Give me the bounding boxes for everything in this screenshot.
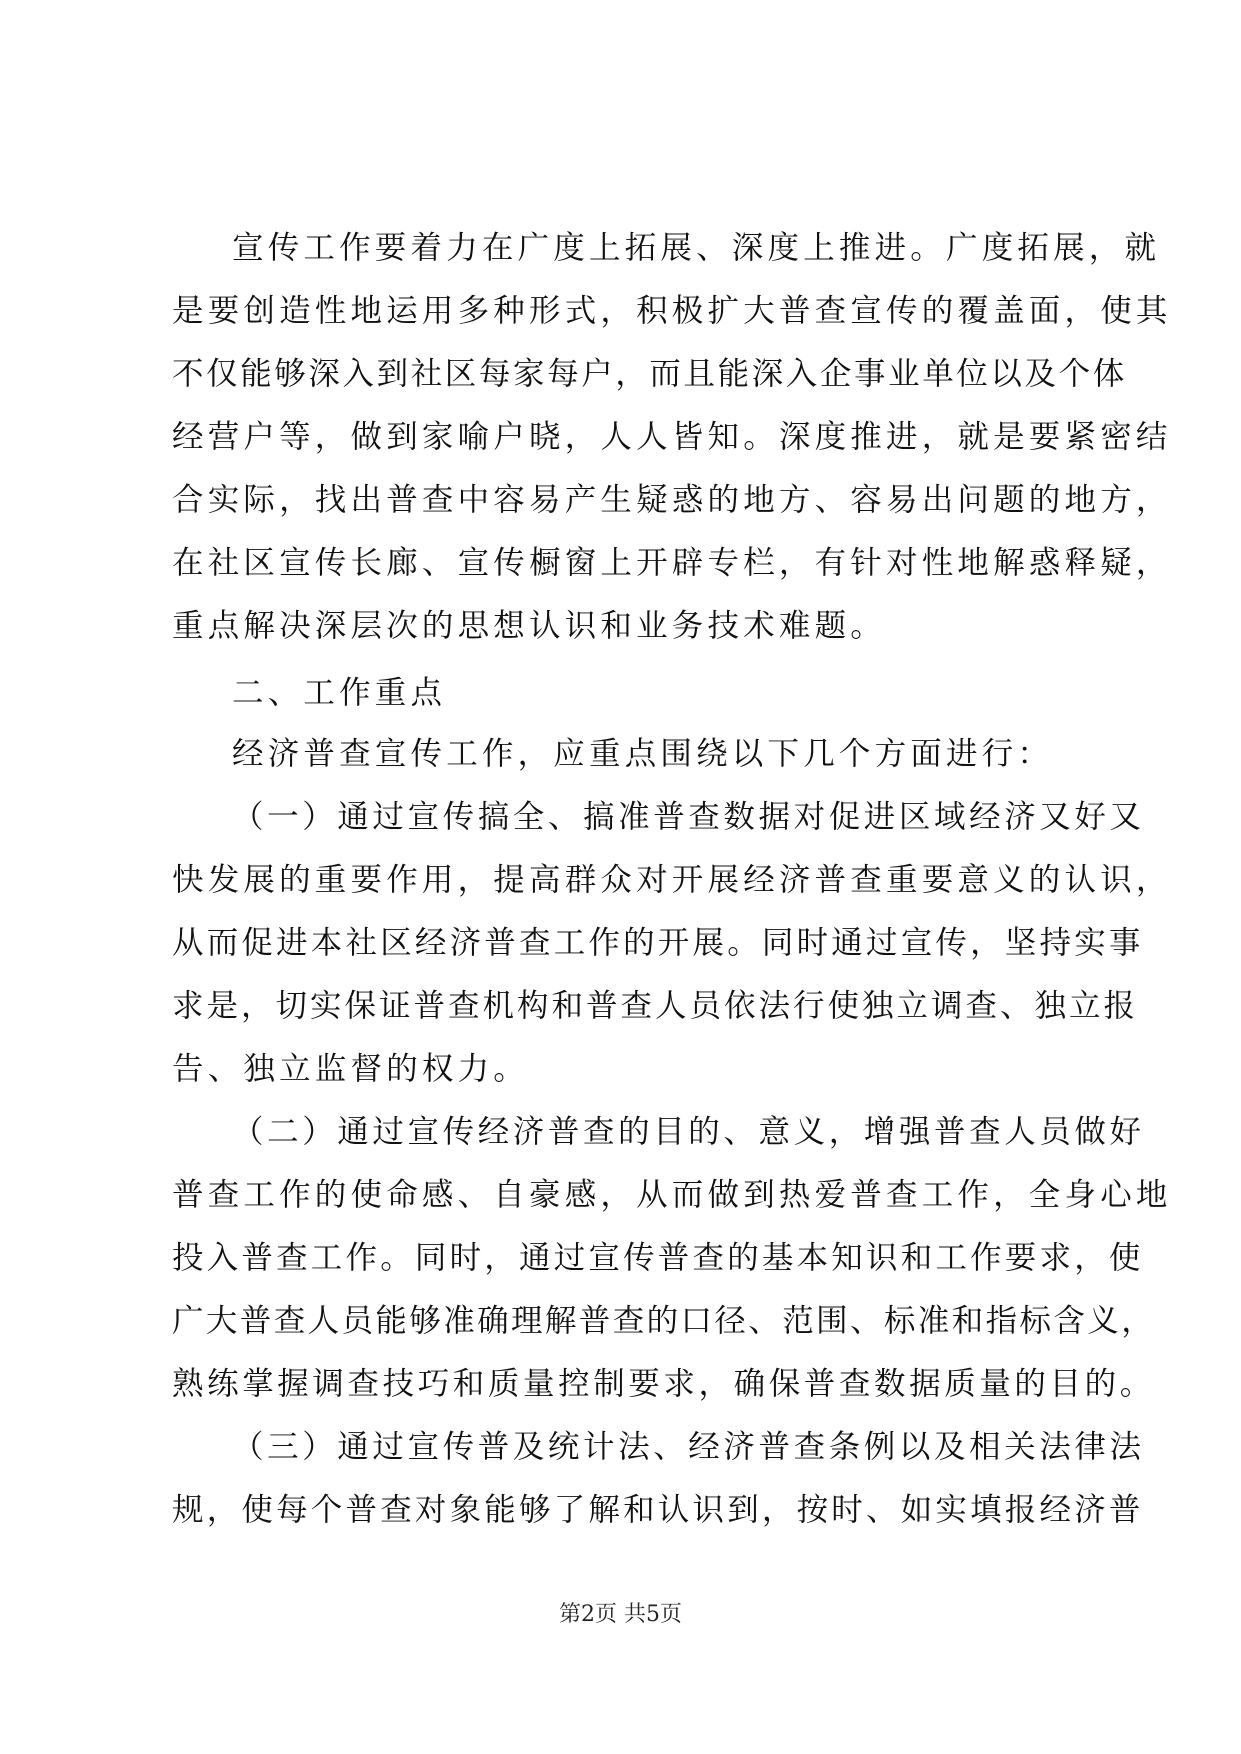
text-line: 合实际，找出普查中容易产生疑惑的地方、容易出问题的地方，: [172, 482, 1172, 518]
section-heading: 二、工作重点: [232, 675, 447, 711]
text-line: 普查工作的使命感、自豪感，从而做到热爱普查工作，全身心地: [172, 1177, 1172, 1213]
text-line: 投入普查工作。同时，通过宣传普查的基本知识和工作要求，使: [172, 1240, 1144, 1276]
text-line: 不仅能够深入到社区每家每户，而且能深入企事业单位以及个体: [172, 356, 1127, 392]
text-line: 告、独立监督的权力。: [172, 1051, 530, 1087]
text-line: 快发展的重要作用，提高群众对开展经济普查重要意义的认识，: [172, 862, 1172, 898]
text-line: 经济普查宣传工作，应重点围绕以下几个方面进行：: [232, 736, 1054, 772]
text-line: 规，使每个普查对象能够了解和认识到，按时、如实填报经济普: [172, 1492, 1144, 1528]
text-line: 在社区宣传长廊、宣传橱窗上开辟专栏，有针对性地解惑释疑，: [172, 545, 1172, 581]
text-line: （三）通过宣传普及统计法、经济普查条例以及相关法律法: [232, 1429, 1145, 1465]
text-line: （二）通过宣传经济普查的目的、意义，增强普查人员做好: [232, 1114, 1145, 1150]
text-line: 宣传工作要着力在广度上拓展、深度上推进。广度拓展，就: [232, 230, 1161, 266]
text-line: 重点解决深层次的思想认识和业务技术难题。: [172, 608, 887, 644]
page-number-footer: 第2页 共5页: [559, 1602, 682, 1627]
text-line: 经营户等，做到家喻户晓，人人皆知。深度推进，就是要紧密结: [172, 419, 1172, 455]
text-line: 是要创造性地运用多种形式，积极扩大普查宣传的覆盖面，使其: [172, 293, 1172, 329]
text-line: 广大普查人员能够准确理解普查的口径、范围、标准和指标含义，: [172, 1303, 1156, 1339]
text-line: 求是，切实保证普查机构和普查人员依法行使独立调查、独立报: [172, 988, 1139, 1024]
text-line: （一）通过宣传搞全、搞准普查数据对促进区域经济又好又: [232, 799, 1145, 835]
text-line: 从而促进本社区经济普查工作的开展。同时通过宣传，坚持实事: [172, 925, 1144, 961]
text-line: 熟练掌握调查技巧和质量控制要求，确保普查数据质量的目的。: [172, 1366, 1155, 1402]
